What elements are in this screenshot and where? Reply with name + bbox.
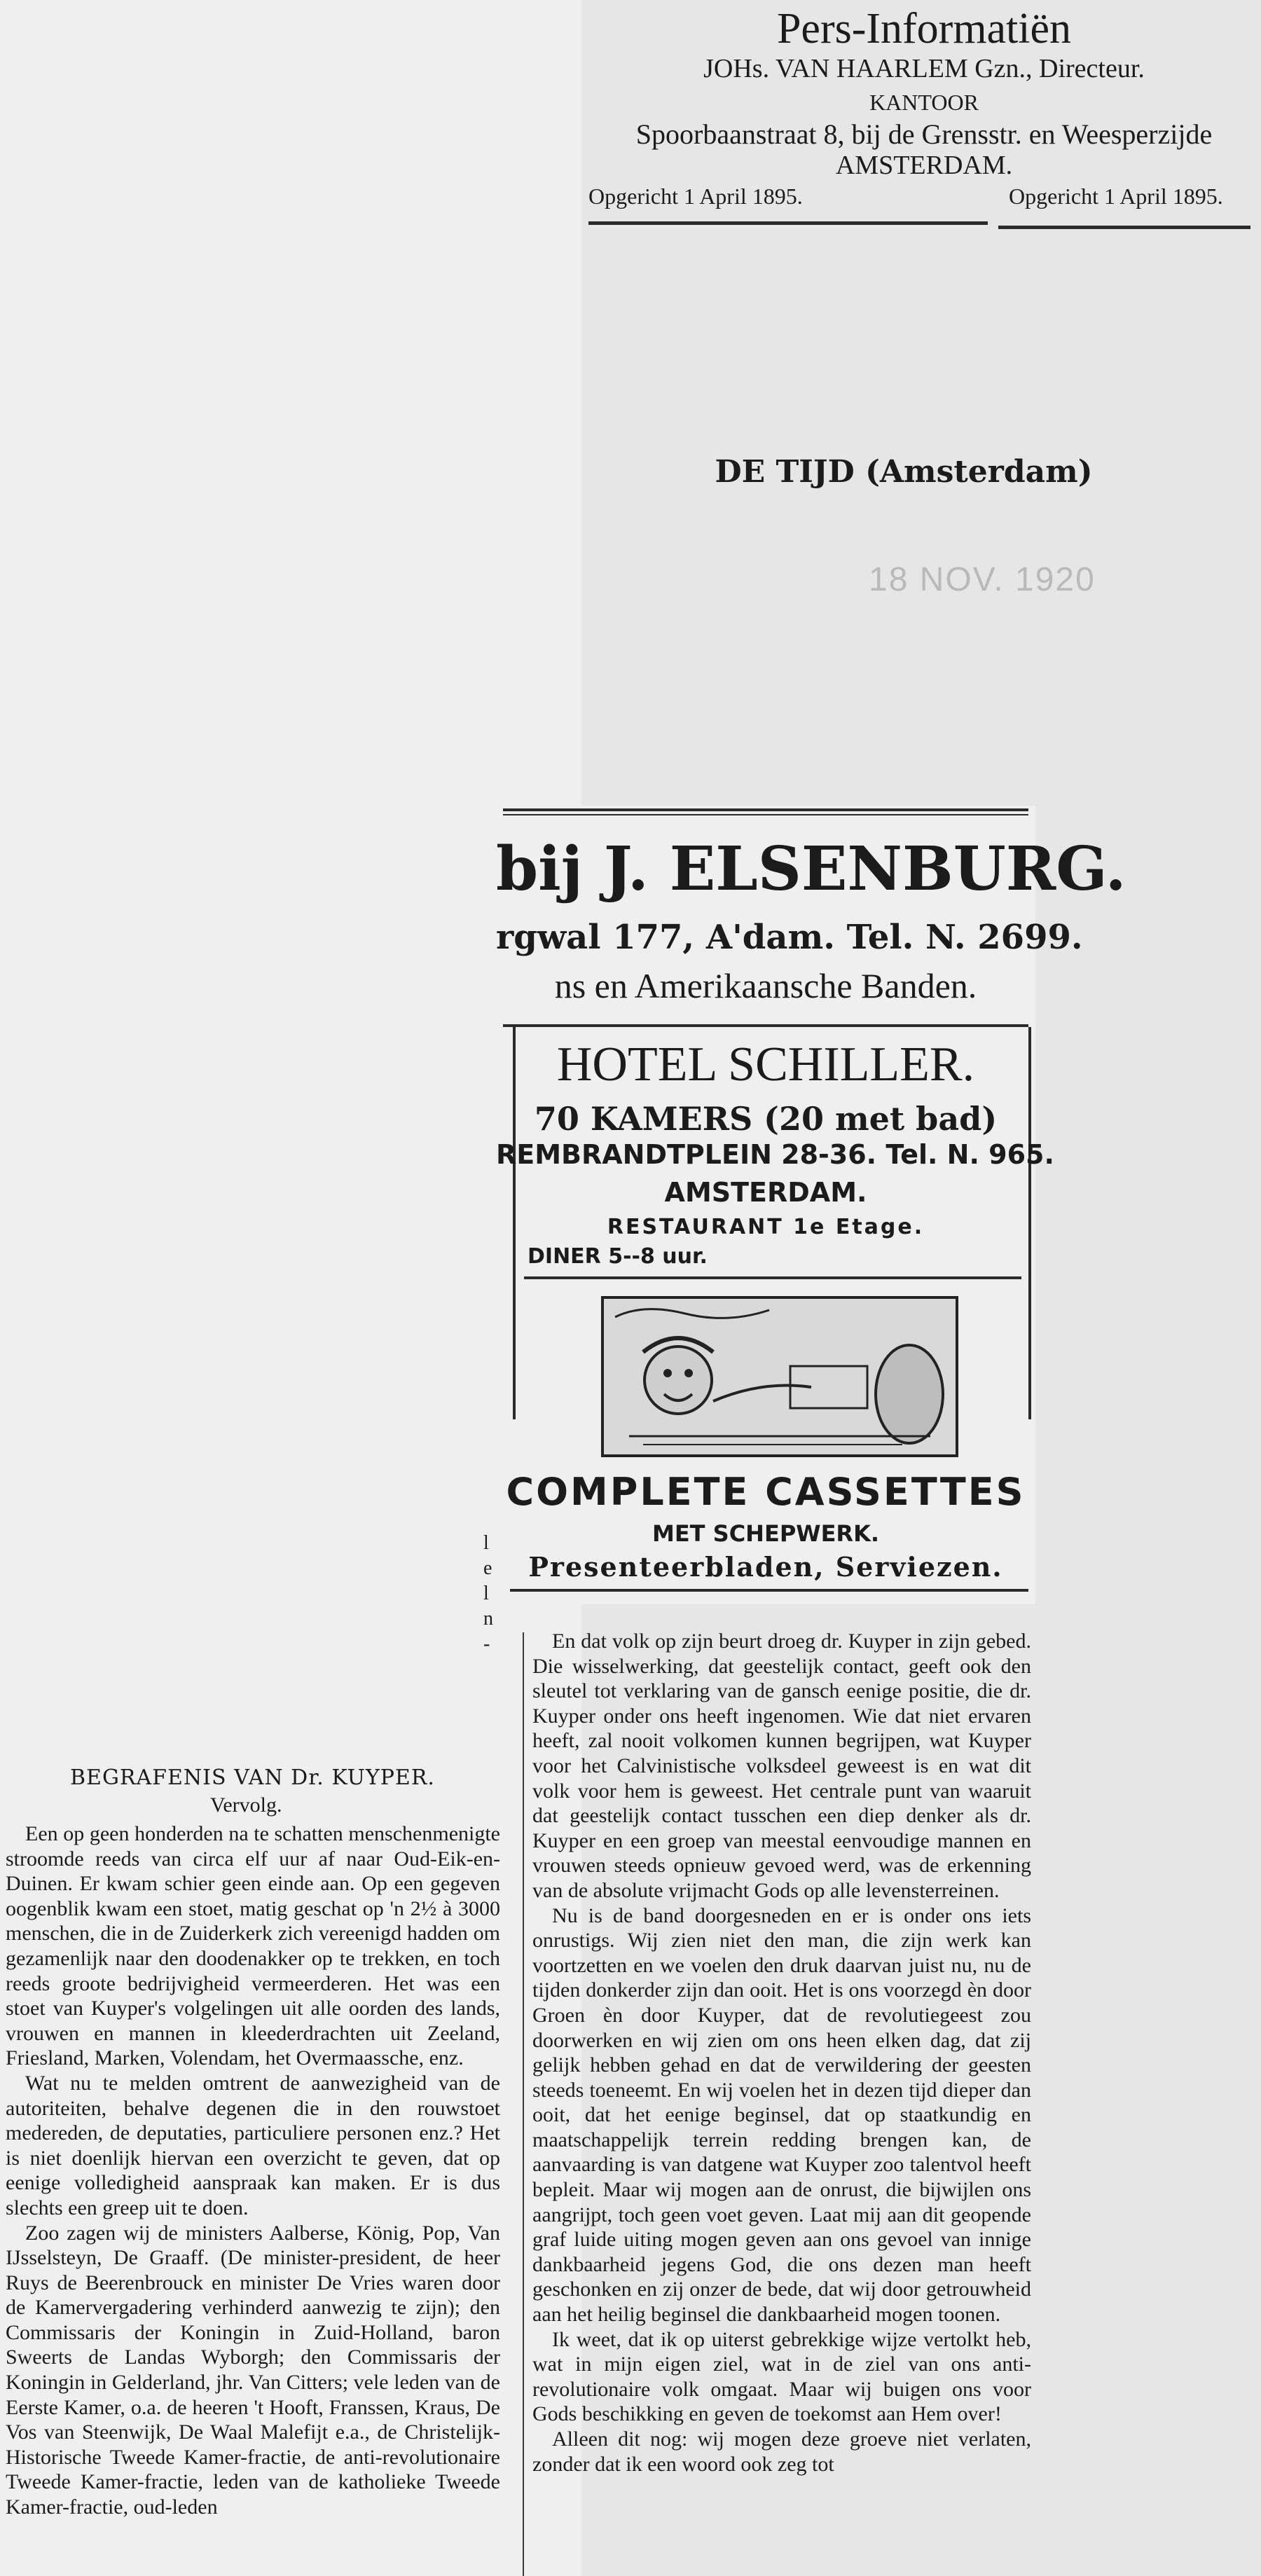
- right-paragraph: En dat volk op zijn beurt droeg dr. Kuyper in zijn gebed. Die wisselwerking, dat geestelijk contact, geeft ook den sleutel tot verklaring van de gansch eenige positie, die dr. Kuyper onder ons heeft ingenomen. Wie dat niet ervaren heeft, zal nooit volkomen kunnen begrijpen, wat Kuyper voor het Calvinistische volksdeel geweest is en wat dit volk voor hem is geweest. Het centrale punt van waaruit dat geestelijk contact tusschen een diep denker als dr. Kuyper en een groep van meestal eenvoudige mannen en vrouwen steeds opnieuw gevoed werd, was de erkenning van de absolute vrijmacht Gods op alle levensterreinen.: [532, 1630, 1031, 1902]
- hotel-name: HOTEL SCHILLER.: [556, 1038, 975, 1091]
- hotel-city: AMSTERDAM.: [664, 1177, 867, 1208]
- ad-top-rule-thin: [503, 814, 1028, 815]
- ad-divider-2: [524, 1276, 1021, 1279]
- newspaper-name: DE TIJD (Amsterdam): [715, 454, 1093, 490]
- right-paragraph: Alleen dit nog: wij mogen deze groeve niet verlaten, zonder dat ik een woord ook zeg tot: [532, 2427, 1031, 2476]
- letterhead-rule-right: [998, 226, 1250, 229]
- letterhead-address: Spoorbaanstraat 8, bij de Grensstr. en Weesperzijde: [635, 118, 1213, 150]
- hotel-address: REMBRANDTPLEIN 28-36. Tel. N. 965.: [496, 1139, 1054, 1170]
- article-right-column: [532, 1629, 1031, 2477]
- right-paragraph: Ik weet, dat ik op uiterst gebrekkige wijze vertolkt heb, wat in mijn eigen ziel, wat in de ziel van ons anti-revolutionaire volk omgaat. Maar wij buigen ons voor Gods beschikking en geven de toekomst aan Hem over!: [532, 2327, 1031, 2426]
- elsenburg-address: rgwal 177, A'dam. Tel. N. 2699.: [496, 918, 1083, 957]
- article-title: BEGRAFENIS VAN Dr. KUYPER.: [70, 1765, 435, 1790]
- date-stamp: 18 NOV. 1920: [869, 561, 1096, 598]
- hotel-rooms: 70 KAMERS (20 met bad): [534, 1100, 998, 1138]
- elsenburg-name: bij J. ELSENBURG.: [496, 834, 1126, 904]
- cut-edge-letters: l e l n -: [483, 1532, 493, 1655]
- letterhead-city: AMSTERDAM.: [835, 151, 1013, 180]
- left-paragraph: Een op geen honderden na te schatten menschenmenigte stroomde reeds van circa elf uur af naar Oud-Eik-en-Duinen. Er kwam schier geen einde aan. Op een gegeven oogenblik kwam een stoet, matig geschat op 'n 2½ à 3000 menschen, die in de Zuiderkerk zich vereenigd hadden om gezamenlijk naar den doodenakker op te trekken, en toch reeds groote bedrijvigheid vermeerderen. Het was een stoet van Kuyper's volgelingen uit alle oorden des lands, vrouwen en mannen in kleederdrachten uit Zeeland, Friesland, Marken, Volendam, het Overmaassche, enz.: [6, 1822, 500, 2070]
- right-paragraph: Nu is de band doorgesneden en er is onder ons iets onrustigs. Wij zien niet den man, die zijn werk kan voortzetten en we voelen den druk daarvan juist nu, nu de tijden donkerder zijn dan ooit. Het is ons voorzegd èn door Groen èn door Kuyper, dat de revolutiegeest zou doorwerken en wij zien om ons heen elken dag, dat zij gelijk hebben gehad en dat de verwildering der geesten steeds toeneemt. En wij voelen het in dezen tijd dieper dan ooit, dat het eenige beginsel, dat op staatkundig en maatschappelijk terrein redding brengen kan, de aanvaarding is van datgene wat Kuyper zoo talentvol heeft bepleit. Maar wij mogen aan de onrust, die bijwijlen ons aangrijpt, toch geen voet geven. Laat mij aan dit geopende graf luide uiting mogen geven aan ons gevoel van innige dankbaarheid jegens God, die ons dezen man heeft geschonken en zij onzer de bede, dat wij door getrouwheid aan het heilig beginsel die dankbaarheid mogen toonen.: [532, 1903, 1031, 2327]
- ad-illustration: [601, 1296, 958, 1457]
- elsenburg-banden: ns en Amerikaansche Banden.: [554, 966, 977, 1005]
- letterhead-director: JOHs. VAN HAARLEM Gzn., Directeur.: [703, 54, 1145, 83]
- cassettes-title: COMPLETE CASSETTES: [506, 1470, 1026, 1514]
- left-paragraph: Wat nu te melden omtrent de aanwezigheid van de autoriteiten, behalve degenen die in den rouwstoet medereden, de deputaties, particuliere personen enz.? Het is niet doenlijk hiervan een overzicht te geven, dat op eenige volledigheid aanspraak kan maken. Er is dus slechts een greep uit te doen.: [6, 2071, 500, 2219]
- hotel-diner: DINER 5--8 uur.: [528, 1244, 708, 1269]
- advertisements-block: [496, 806, 1126, 1604]
- hotel-restaurant: RESTAURANT 1e Etage.: [607, 1215, 925, 1239]
- founded-right: Opgericht 1 April 1895.: [1009, 184, 1223, 209]
- article-left-column: [6, 1821, 500, 2520]
- ad-top-rule: [503, 808, 1028, 811]
- ad-divider-1: [503, 1024, 1028, 1027]
- cassettes-items: Presenteerbladen, Serviezen.: [528, 1551, 1003, 1583]
- letterhead-rule-left: [588, 221, 988, 225]
- cassettes-subtitle: MET SCHEPWERK.: [652, 1520, 880, 1547]
- ad-bottom-rule: [510, 1589, 1028, 1592]
- column-separator: [523, 1632, 524, 2576]
- letterhead-office-label: KANTOOR: [869, 90, 979, 115]
- founded-left: Opgericht 1 April 1895.: [588, 184, 803, 209]
- article-subtitle: Vervolg.: [210, 1793, 282, 1817]
- left-paragraph: Zoo zagen wij de ministers Aalberse, König, Pop, Van IJsselsteyn, De Graaff. (De minister-president, de heer Ruys de Beerenbrouck en minister De Vries waren door de Kamervergadering verhinderd aanwezig te zijn); den Commissaris der Koningin in Zuid-Holland, baron Sweerts de Landas Wyborgh; den Commissaris der Koningin in Gelderland, jhr. Van Citters; vele leden van de Eerste Kamer, o.a. de heeren 't Hooft, Franssen, Kraus, De Vos van Steenwijk, De Waal Malefijt e.a., de Christelijk-Historische Tweede Kamer-fractie, de anti-revolutionaire Tweede Kamer-fractie, leden van de katholieke Tweede Kamer-fractie, oud-leden: [6, 2221, 500, 2519]
- letterhead-title: Pers-Informatiën: [776, 5, 1072, 53]
